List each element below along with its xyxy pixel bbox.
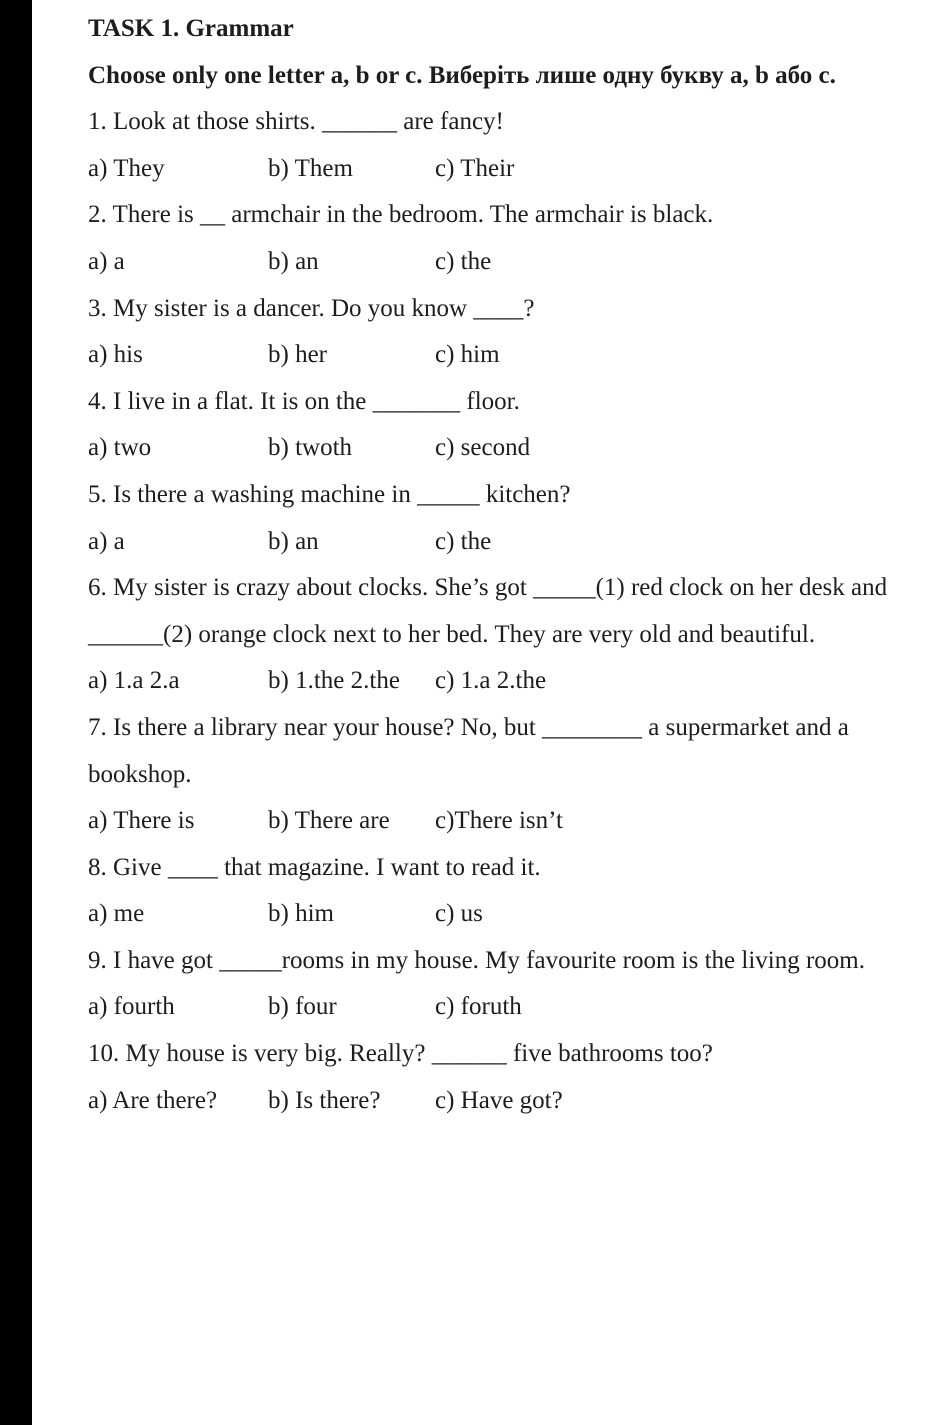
option-a: a) 1.a 2.a	[88, 667, 180, 695]
option-a: a) a	[88, 527, 125, 555]
option-b: b) four	[268, 993, 337, 1021]
question-6-text-line2: ______(2) orange clock next to her bed. They are very old and beautiful.	[88, 620, 816, 648]
question-4-text: 4. I live in a flat. It is on the _______ floor.	[88, 387, 520, 415]
option-b: b) Them	[268, 154, 353, 182]
question-2-options	[88, 239, 952, 286]
task-title: TASK 1. Grammar	[88, 15, 294, 42]
option-a: a) his	[88, 341, 143, 369]
option-c: c) Have got?	[435, 1086, 563, 1114]
option-c: c) Their	[435, 154, 515, 182]
question-1-options	[88, 146, 952, 193]
option-a: a) me	[88, 900, 145, 928]
option-b: b) him	[268, 900, 334, 928]
question-2-text: 2. There is __ armchair in the bedroom. The armchair is black.	[88, 201, 714, 229]
question-9-options	[88, 984, 952, 1031]
option-a: a) a	[88, 247, 125, 275]
question-6-text-line1: 6. My sister is crazy about clocks. She’s got _____(1) red clock on her desk and	[88, 574, 888, 602]
question-3-text: 3. My sister is a dancer. Do you know ____?	[88, 294, 535, 322]
option-c: c) us	[435, 900, 483, 928]
option-b: b) Is there?	[268, 1086, 381, 1114]
question-7-options	[88, 798, 952, 845]
question-7-text-line1: 7. Is there a library near your house? No, but ________ a supermarket and a	[88, 713, 849, 741]
option-b: b) 1.the 2.the	[268, 667, 400, 695]
question-4-options	[88, 425, 952, 472]
option-b: b) an	[268, 247, 319, 275]
option-c: c) the	[435, 247, 492, 275]
option-b: b) twoth	[268, 434, 353, 462]
question-8-options	[88, 891, 952, 938]
option-a: a) They	[88, 154, 165, 182]
question-1-text: 1. Look at those shirts. ______ are fancy!	[88, 108, 504, 136]
option-c: c) 1.a 2.the	[435, 667, 547, 695]
option-a: a) There is	[88, 807, 195, 835]
option-a: a) fourth	[88, 993, 175, 1021]
option-a: a) Are there?	[88, 1086, 218, 1114]
option-c: c)There isn’t	[435, 807, 563, 835]
question-7-text-line2: bookshop.	[88, 760, 192, 788]
question-5-text: 5. Is there a washing machine in _____ kitchen?	[88, 480, 571, 508]
question-9-text: 9. I have got _____rooms in my house. My favourite room is the living room.	[88, 946, 865, 974]
scan-edge-bar	[0, 0, 32, 1425]
option-c: c) him	[435, 341, 500, 369]
option-c: c) foruth	[435, 993, 522, 1021]
option-c: c) the	[435, 527, 492, 555]
question-10-text: 10. My house is very big. Really? ______ five bathrooms too?	[88, 1040, 713, 1068]
question-6-options	[88, 658, 952, 705]
question-3-options	[88, 332, 952, 379]
option-c: c) second	[435, 434, 531, 462]
option-b: b) There are	[268, 807, 390, 835]
question-8-text: 8. Give ____ that magazine. I want to read it.	[88, 853, 541, 881]
option-b: b) an	[268, 527, 319, 555]
instruction: Choose only one letter a, b or c. Виберіть лише одну букву a, b або c.	[88, 61, 836, 89]
option-b: b) her	[268, 341, 327, 369]
question-5-options	[88, 519, 952, 566]
option-a: a) two	[88, 434, 152, 462]
question-10-options	[88, 1078, 952, 1125]
document-page	[88, 6, 952, 1124]
